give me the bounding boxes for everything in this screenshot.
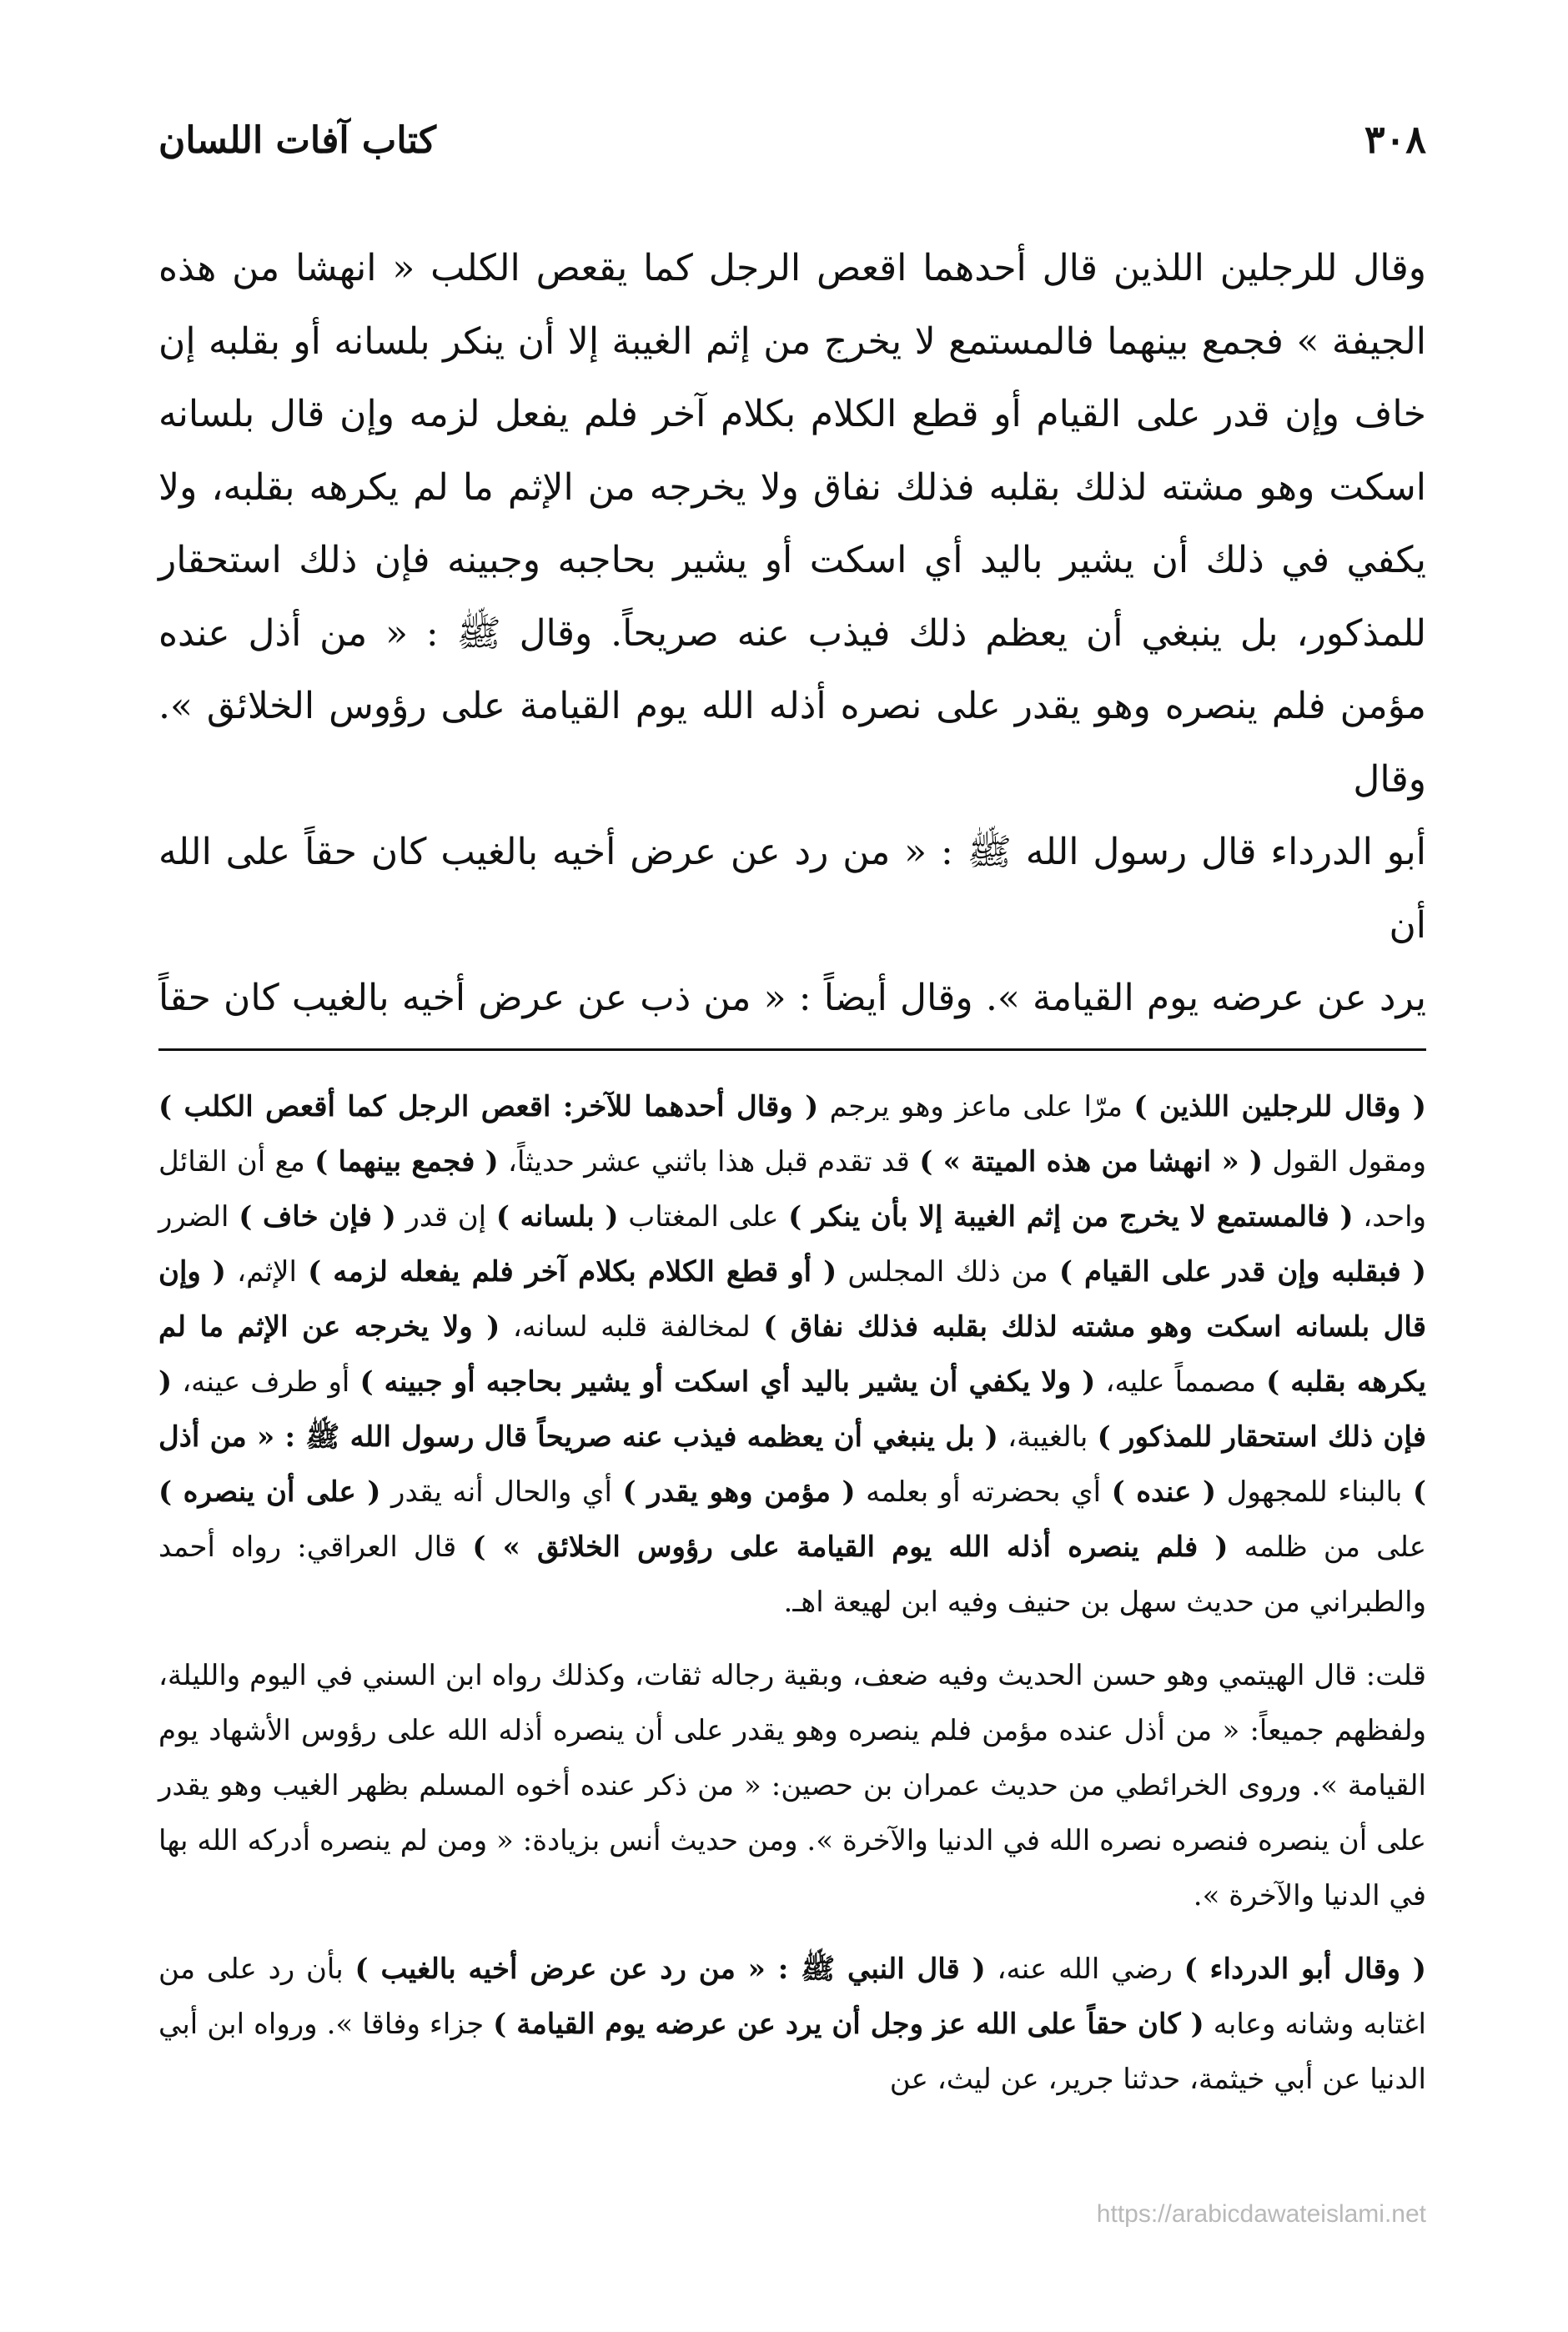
quoted-text: ( على أن ينصره )	[158, 1475, 381, 1509]
commentary-text: الضرر	[158, 1199, 239, 1234]
commentary-text: من ذلك المجلس	[837, 1254, 1059, 1289]
quoted-text: ( ولا يخرجه عن الإثم ما لم يكرهه بقلبه )	[158, 1309, 1427, 1399]
quoted-text: ( أو قطع الكلام بكلام آخر فلم يفعله لزمه )	[308, 1254, 837, 1289]
quoted-text: ( كان حقاً على الله عز وجل أن يرد عن عرضه يوم القيامة )	[493, 2007, 1204, 2041]
main-text-line: خاف وإن قدر على القيام أو قطع الكلام بكلام آخر فلم يفعل لزمه وإن قال بلسانه	[158, 393, 1426, 435]
commentary-text: إن قدر	[395, 1199, 496, 1234]
commentary-text: بالغيبة،	[998, 1420, 1098, 1454]
main-text-line: مؤمن فلم ينصره وهو يقدر على نصره أذله الله يوم القيامة على رؤوس الخلائق ». وقال	[158, 685, 1426, 801]
commentary-text: بأن رد على من اغتابه وشانه وعابه	[158, 1952, 1426, 2041]
book-title: كتاب آفات اللسان	[158, 119, 436, 162]
quoted-text: ( مؤمن وهو يقدر )	[622, 1475, 856, 1509]
main-text	[158, 232, 1426, 1035]
quoted-text: ( فبقلبه وإن قدر على القيام )	[1058, 1254, 1427, 1289]
footnote-divider	[158, 1048, 1426, 1051]
commentary-text: لمخالفة قلبه لسانه،	[500, 1309, 764, 1344]
commentary	[158, 1079, 1426, 2107]
quoted-text: ( بل ينبغي أن يعظمه فيذب عنه صريحاً قال رسول الله ﷺ : « من أذل )	[158, 1420, 1426, 1509]
quoted-text: ( فالمستمع لا يخرج من إثم الغيبة إلا بأن ينكر )	[788, 1199, 1354, 1234]
main-text-line: أبو الدرداء قال رسول الله ﷺ : « من رد عن عرض أخيه بالغيب كان حقاً على الله أن	[158, 831, 1426, 947]
commentary-paragraph	[158, 1942, 1426, 2107]
quoted-text: ( وقال أحدهما للآخر: اقعص الرجل كما أقعص الكلب )	[158, 1089, 819, 1123]
commentary-text: أو طرف عينه،	[172, 1365, 360, 1399]
quoted-text: ( « انهشا من هذه الميتة » )	[919, 1144, 1264, 1179]
main-text-line: للمذكور، بل ينبغي أن يعظم ذلك فيذب عنه صريحاً. وقال ﷺ : « من أذل عنده	[158, 611, 1426, 655]
commentary-text: قلت: قال الهيتمي وهو حسن الحديث وفيه ضعف، وبقية رجاله ثقات، وكذلك رواه ابن السني في اليوم والليلة، ولفظهم جميعاً: « من أذل عنده مؤمن فلم ينصره وهو يقدر على أن ينصره أذله الله على رؤوس الأشهاد يوم القيامة ». وروى الخرائطي من حديث عمران بن حصين: « من ذكر عنده أخوه المسلم بظهر الغيب وهو يقدر على أن ينصره فنصره نصره الله في الدنيا والآخرة ». ومن حديث أنس بزيادة: « ومن لم ينصره أدركه الله بها في الدنيا والآخرة ».	[158, 1658, 1426, 1912]
quoted-text: ( بلسانه )	[495, 1199, 619, 1234]
commentary-text: بالبناء للمجهول	[1216, 1475, 1413, 1509]
commentary-text: رضي الله عنه،	[985, 1952, 1184, 1986]
watermark-url: https://arabicdawateislami.net	[1096, 2200, 1426, 2228]
quoted-text: ( فلم ينصره أذله الله يوم القيامة على رؤوس الخلائق » )	[472, 1530, 1229, 1564]
commentary-text: أي والحال أنه يقدر	[380, 1475, 623, 1509]
commentary-text: مع أن القائل واحد،	[158, 1144, 1427, 1234]
commentary-text: على من ظلمه	[1228, 1530, 1427, 1564]
quoted-text: ( فجمع بينهما )	[314, 1144, 499, 1179]
commentary-text: ومقول القول	[1263, 1144, 1426, 1179]
main-text-line: الجيفة » فجمع بينهما فالمستمع لا يخرج من إثم الغيبة إلا أن ينكر بلسانه أو بقلبه إن	[158, 319, 1426, 363]
commentary-text: مرّا على ماعز وهو يرجم	[818, 1089, 1134, 1123]
commentary-text: أي بحضرته أو بعلمه	[855, 1475, 1112, 1509]
commentary-text: قال العراقي: رواه أحمد والطبراني من حديث سهل بن حنيف وفيه ابن لهيعة اهـ.	[158, 1530, 1426, 1619]
quoted-text: ( وقال أبو الدرداء )	[1184, 1952, 1426, 1986]
main-text-line: يرد عن عرضه يوم القيامة ». وقال أيضاً : « من ذب عن عرض أخيه بالغيب كان حقاً	[158, 977, 1426, 1019]
quoted-text: ( عنده )	[1111, 1475, 1217, 1509]
commentary-text: مصمماً عليه،	[1095, 1365, 1267, 1399]
commentary-paragraph	[158, 1648, 1426, 1923]
commentary-paragraph	[158, 1079, 1426, 1630]
quoted-text: ( وقال للرجلين اللذين )	[1133, 1089, 1426, 1123]
main-text-line: اسكت وهو مشته لذلك بقلبه فذلك نفاق ولا يخرجه من الإثم ما لم يكرهه بقلبه، ولا	[158, 465, 1426, 509]
commentary-text: قد تقدم قبل هذا باثني عشر حديثاً،	[498, 1144, 920, 1179]
commentary-text: الإثم،	[226, 1254, 309, 1289]
main-text-line: يكفي في ذلك أن يشير باليد أي اسكت أو يشير بحاجبه وجبينه فإن ذلك استحقار	[158, 539, 1426, 581]
page-header	[158, 117, 1426, 183]
quoted-text: ( وإن قال بلسانه اسكت وهو مشته لذلك بقلبه فذلك نفاق )	[158, 1254, 1426, 1344]
commentary-text: على المغتاب	[618, 1199, 789, 1234]
quoted-text: ( ولا يكفي أن يشير باليد أي اسكت أو يشير بحاجبه أو جبينه )	[359, 1365, 1096, 1399]
page-number: ٣٠٨	[1364, 117, 1426, 162]
main-text-line: وقال للرجلين اللذين قال أحدهما اقعص الرجل كما يقعص الكلب « انهشا من هذه	[158, 247, 1426, 289]
quoted-text: ( فإن خاف )	[239, 1199, 396, 1234]
commentary-text: جزاء وفاقا ». ورواه ابن أبي الدنيا عن أبي خيثمة، حدثنا جرير، عن ليث، عن	[158, 2007, 1426, 2096]
book-page	[158, 117, 1426, 2319]
quoted-text: ( فإن ذلك استحقار للمذكور )	[158, 1365, 1427, 1454]
quoted-text: ( قال النبي ﷺ : « من رد عن عرض أخيه بالغيب )	[354, 1952, 986, 1986]
